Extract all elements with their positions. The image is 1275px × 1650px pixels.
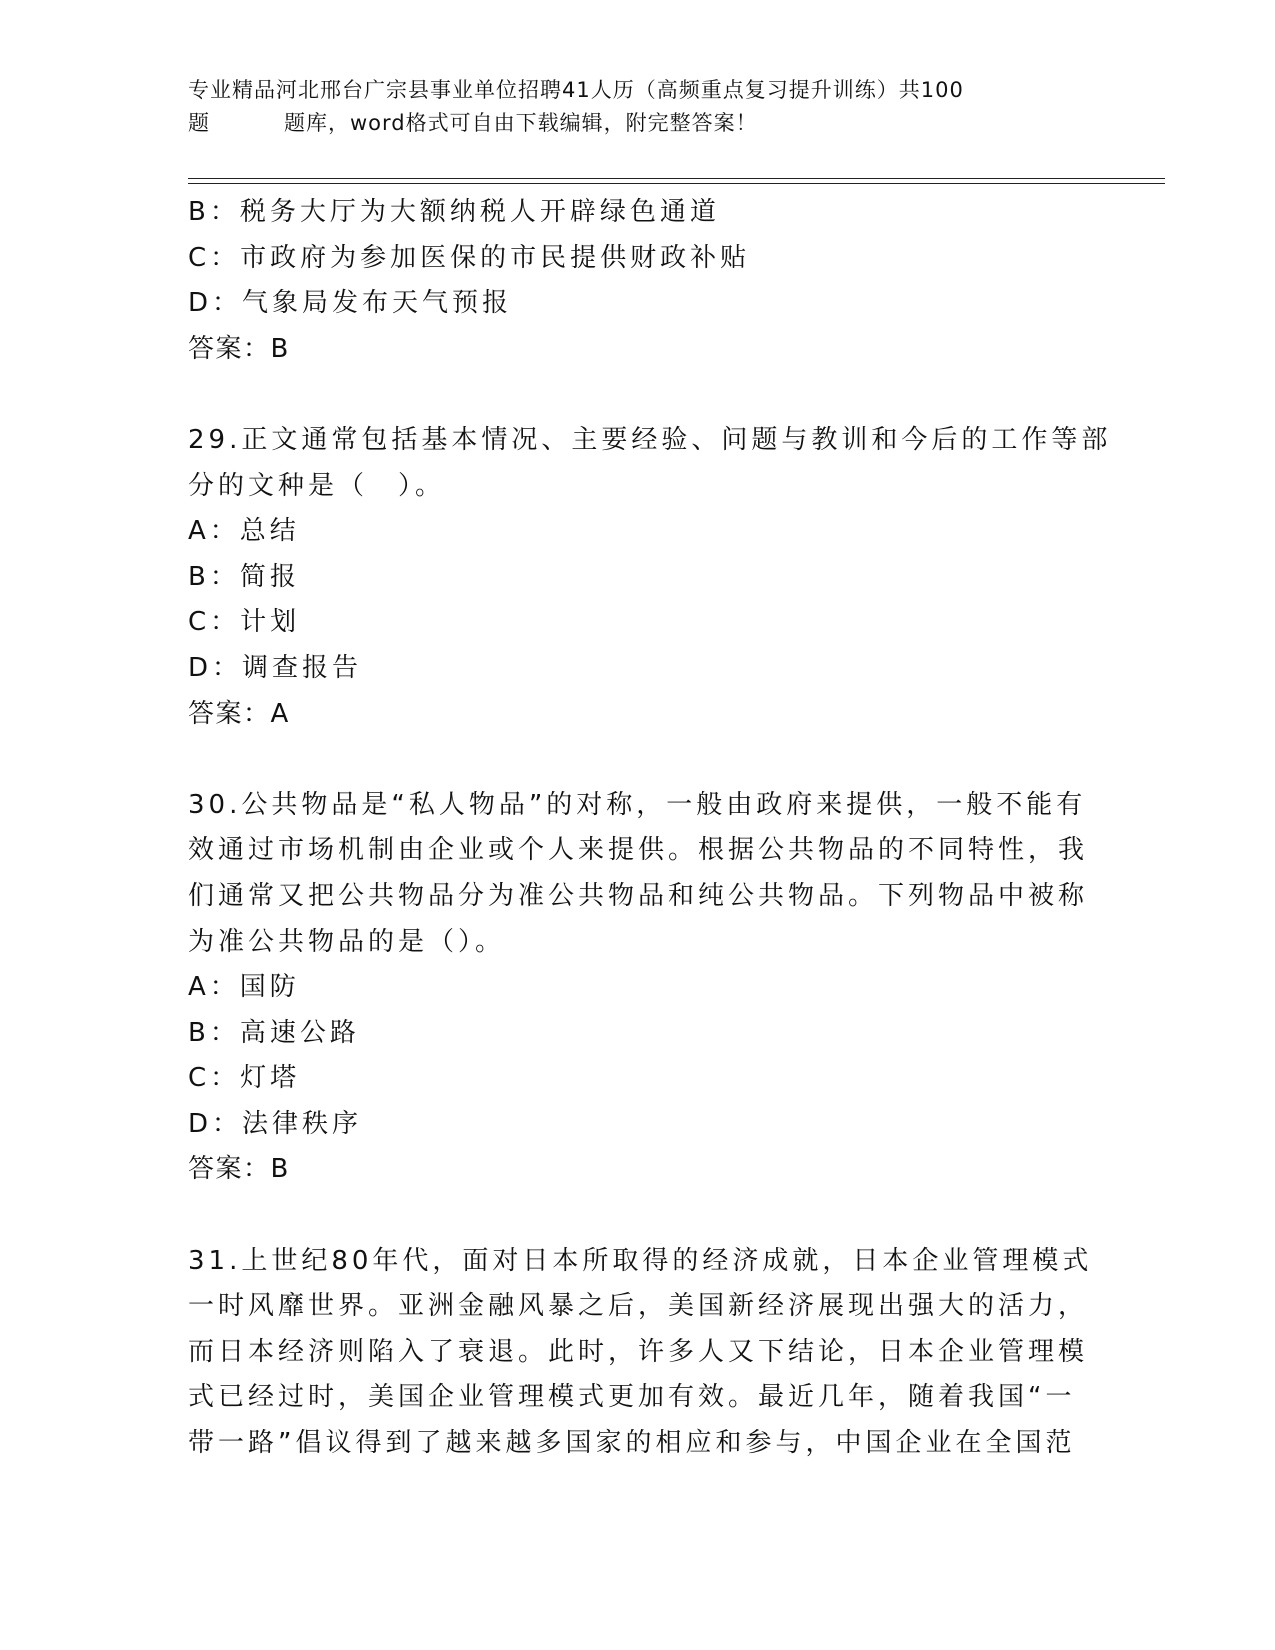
option-c: C：市政府为参加医保的市民提供财政补贴	[188, 242, 751, 273]
option-a: A：总结	[188, 516, 300, 547]
question-stem-line: 一时风靡世界。亚洲金融风暴之后，美国新经济展现出强大的活力，	[188, 1291, 1089, 1322]
question-stem-line: 31.上世纪80年代，面对日本所取得的经济成就，日本企业管理模式	[188, 1245, 1093, 1276]
question-stem-line: 带一路”倡议得到了越来越多国家的相应和参与，中国企业在全国范	[188, 1428, 1076, 1459]
question-stem-line: 效通过市场机制由企业或个人来提供。根据公共物品的不同特性，我	[188, 835, 1089, 866]
question-31	[188, 1239, 1093, 1467]
option-d: D：气象局发布天气预报	[188, 288, 513, 319]
option-b: B：税务大厅为大额纳税人开辟绿色通道	[188, 197, 720, 227]
header-title-line2	[188, 107, 1068, 140]
page-header	[188, 74, 1068, 140]
page-content	[188, 190, 1112, 1467]
spacer	[188, 1193, 1088, 1239]
spacer	[188, 737, 1088, 783]
answer: 答案：A	[188, 698, 290, 729]
question-stem-line: 分的文种是（ ）。	[188, 470, 446, 501]
option-b: B：高速公路	[188, 1017, 360, 1048]
question-stem-line: 为准公共物品的是（）。	[188, 926, 506, 957]
question-stem-line: 式已经过时，美国企业管理模式更加有效。最近几年，随着我国“一	[188, 1382, 1076, 1413]
question-stem-line: 29.正文通常包括基本情况、主要经验、问题与教训和今后的工作等部	[188, 424, 1112, 455]
question-30	[188, 783, 1088, 1193]
question-stem-line: 30.公共物品是“私人物品”的对称，一般由政府来提供，一般不能有	[188, 789, 1087, 820]
option-a: A：国防	[188, 972, 300, 1003]
option-d: D：调查报告	[188, 652, 363, 683]
spacer	[188, 372, 1088, 418]
header-rule-bottom	[188, 183, 1165, 184]
answer: 答案：B	[188, 333, 290, 364]
option-c: C：灯塔	[188, 1063, 301, 1094]
option-c: C：计划	[188, 607, 301, 638]
header-title-line2-right: 题库，word格式可自由下载编辑，附完整答案！	[284, 111, 758, 135]
question-stem-line: 而日本经济则陷入了衰退。此时，许多人又下结论，日本企业管理模	[188, 1336, 1089, 1367]
question-29	[188, 418, 1112, 737]
prev-question-options	[188, 190, 1088, 372]
option-b: B：简报	[188, 561, 300, 592]
header-title-line2-left: 题	[188, 111, 210, 135]
answer: 答案：B	[188, 1154, 290, 1185]
question-stem-line: 们通常又把公共物品分为准公共物品和纯公共物品。下列物品中被称	[188, 880, 1089, 911]
header-rule-top	[188, 178, 1165, 179]
option-d: D：法律秩序	[188, 1108, 363, 1139]
header-title-line1: 专业精品河北邢台广宗县事业单位招聘41人历（高频重点复习提升训练）共100	[188, 78, 964, 102]
